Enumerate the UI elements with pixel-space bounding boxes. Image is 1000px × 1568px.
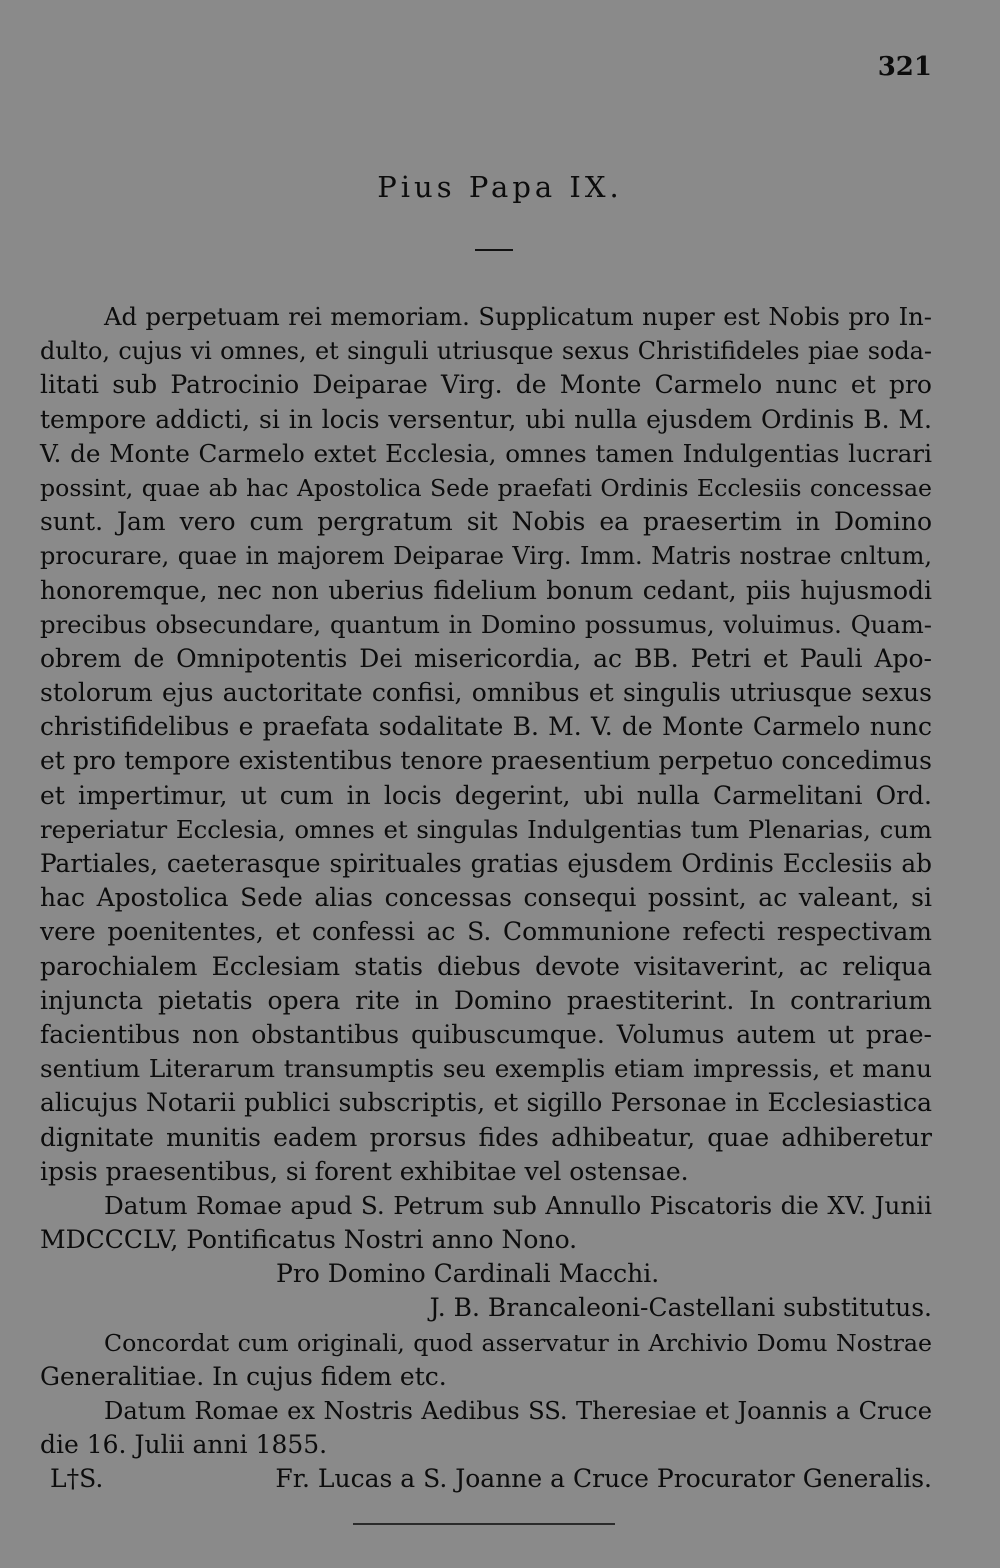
text-line: dignitate munitis eadem prorsus fides adhibeatur, quae adhiberetur [40,1122,932,1152]
text-line: injuncta pietatis opera rite in Domino praestiterint. In contrarium [40,985,932,1015]
text-line: dulto, cujus vi omnes, et singuli utriusque sexus Christifideles piae soda- [40,337,932,366]
heading-divider [475,249,513,251]
page-number: 321 [877,52,932,82]
text-line: ipsis praesentibus, si forent exhibitae vel ostensae. [40,1156,689,1186]
text-line: obrem de Omnipotentis Dei misericordia, ac BB. Petri et Pauli Apo- [40,643,932,673]
text-line: tempore addicti, si in locis versentur, ubi nulla ejusdem Ordinis B. M. [40,404,932,434]
text-line: procurare, quae in majorem Deiparae Virg. Imm. Matris nostrae cnltum, [40,542,932,571]
text-line: parochialem Ecclesiam statis diebus devote visitaverint, ac reliqua [40,951,932,981]
end-divider [353,1523,615,1525]
page-title: Pius Papa IX. [377,170,623,204]
text-line: Datum Romae apud S. Petrum sub Annullo Piscatoris die XV. Junii [104,1190,932,1220]
text-line: facientibus non obstantibus quibuscumque. Volumus autem ut prae- [40,1019,932,1049]
text-line: Generalitiae. In cujus fidem etc. [40,1361,447,1391]
text-line: V. de Monte Carmelo extet Ecclesia, omnes tamen Indulgentias lucrari [40,438,932,468]
text-line: Ad perpetuam rei memoriam. Supplicatum nuper est Nobis pro In- [104,302,932,331]
text-line: litati sub Patrocinio Deiparae Virg. de Monte Carmelo nunc et pro [40,370,932,400]
text-line: possint, quae ab hac Apostolica Sede praefati Ordinis Ecclesiis concessae [40,473,932,502]
text-line: Partiales, caeterasque spirituales gratias ejusdem Ordinis Ecclesiis ab [40,849,932,878]
text-line: Concordat cum originali, quod asservatur in Archivio Domu Nostrae [104,1328,932,1357]
text-line: reperiatur Ecclesia, omnes et singulas Indulgentias tum Plenarias, cum [40,814,932,844]
text-line: hac Apostolica Sede alias concessas consequi possint, ac valeant, si [40,883,932,913]
text-line: sunt. Jam vero cum pergratum sit Nobis ea praesertim in Domino [40,507,932,537]
document-body [40,300,932,1497]
text-line: Datum Romae ex Nostris Aedibus SS. Theresiae et Joannis a Cruce [104,1397,932,1425]
text-line: J. B. Brancaleoni-Castellani substitutus. [429,1293,932,1323]
text-line: Pro Domino Cardinali Macchi. [276,1259,660,1289]
text-line: die 16. Julii anni 1855. [40,1430,328,1460]
text-line: christifidelibus e praefata sodalitate B. M. V. de Monte Carmelo nunc [40,712,932,742]
seal-signature-line [40,1462,932,1496]
signature: Fr. Lucas a S. Joanne a Cruce Procurator Generalis. [275,1464,932,1494]
seal-mark: L†S. [50,1464,104,1494]
text-line: sentium Literarum transumptis seu exemplis etiam impressis, et manu [40,1054,932,1084]
text-line: precibus obsecundare, quantum in Domino possumus, voluimus. Quam- [40,609,932,639]
text-line: et pro tempore existentibus tenore praesentium perpetuo concedimus [40,746,932,776]
text-line: MDCCCLV, Pontificatus Nostri anno Nono. [40,1225,578,1255]
text-line: honoremque, nec non uberius fidelium bonum cedant, piis hujusmodi [40,575,932,605]
text-line: stolorum ejus auctoritate confisi, omnibus et singulis utriusque sexus [40,678,932,708]
text-line: et impertimur, ut cum in locis degerint, ubi nulla Carmelitani Ord. [40,780,932,810]
text-line: alicujus Notarii publici subscriptis, et sigillo Personae in Ecclesiastica [40,1088,932,1118]
text-line: vere poenitentes, et confessi ac S. Communione refecti respectivam [40,917,932,947]
